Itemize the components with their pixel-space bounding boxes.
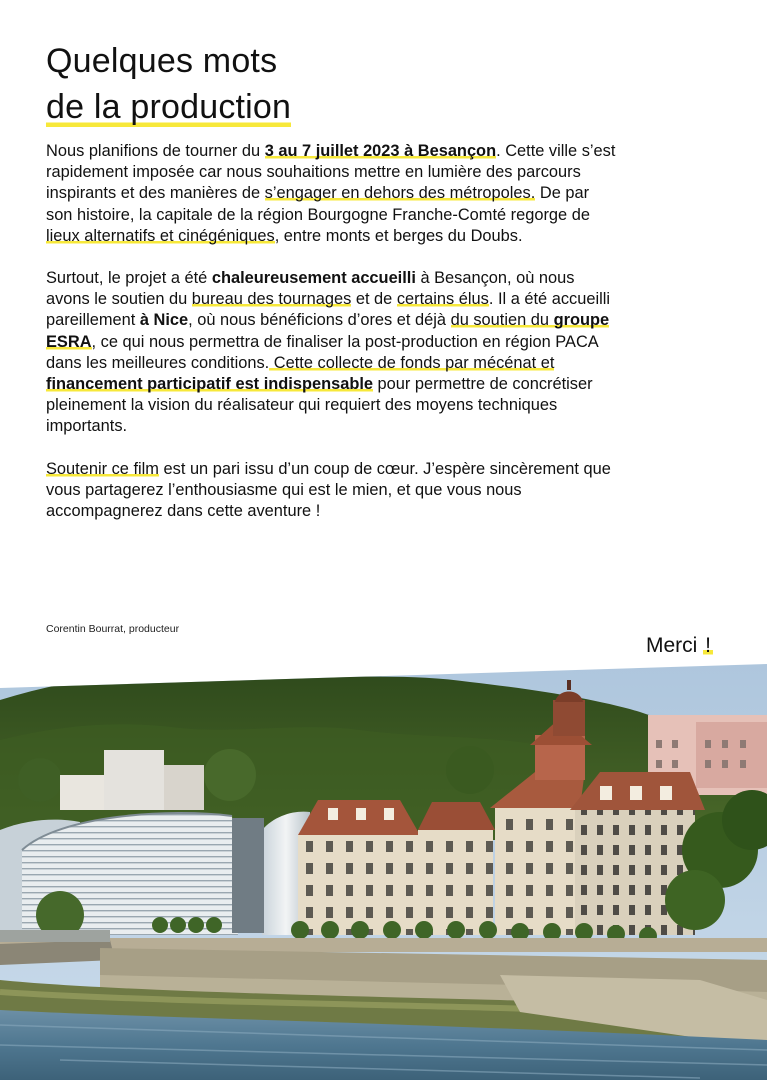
- title-line-2-highlighted: de la production: [46, 84, 291, 130]
- p1-highlight-dates: 3 au 7 juillet 2023 à Besançon: [264, 142, 497, 160]
- p1-text-2: . Cette ville s’est rapidement imposée car nous souhaitions mettre en lumière des parcours inspirants et des manières de: [46, 142, 616, 203]
- p1-text-1: Nous planifions de tourner du: [46, 142, 265, 160]
- page-title: [46, 38, 291, 130]
- merci-word: Merci: [646, 634, 704, 657]
- merci-text: [646, 634, 713, 658]
- p1-text-3: De par son histoire, la capitale de la région Bourgogne Franche-Comté regorge de: [46, 184, 590, 224]
- p2-text-4: . Il a été accueilli pareillement: [46, 290, 611, 330]
- p2-text-7: pour permettre de concrétiser pleinement la vision du réalisateur qui requiert des moyens techniques importants.: [46, 375, 593, 436]
- p2-bold-accueilli: chaleureusement accueilli: [211, 269, 416, 288]
- paragraph-3: [46, 459, 616, 523]
- p1-highlight-lieux: lieux alternatifs et cinégéniques: [46, 226, 275, 245]
- body-text: [46, 141, 616, 543]
- p3-text-1: est un pari issu d’un coup de cœur. J’espère sincèrement que vous partagerez l’enthousiasme qui est le mien, et que vous nous accompagnerez dans cette aventure !: [46, 459, 611, 521]
- p1-highlight-metropoles: s’engager en dehors des métropoles.: [264, 184, 536, 203]
- p2-bold-nice: à Nice: [139, 311, 189, 330]
- p1-text-4: , entre monts et berges du Doubs.: [274, 226, 523, 245]
- p2-text-3: et de: [351, 290, 397, 309]
- paragraph-2: [46, 268, 616, 438]
- p2-text-1: Surtout, le projet a été: [46, 269, 212, 288]
- p2-highlight-esra: groupe ESRA: [46, 311, 610, 351]
- p2-text-5: , où nous bénéficions d’ores et déjà: [188, 311, 451, 330]
- p2-highlight-collecte: Cette collecte de fonds par mécénat et: [269, 353, 555, 372]
- p2-text-2: à Besançon, où nous avons le soutien du: [46, 269, 575, 309]
- p2-highlight-bureau: bureau des tournages: [191, 290, 352, 309]
- paragraph-1: [46, 141, 616, 247]
- p2-text-6: , ce qui nous permettra de finaliser la post-production en région PACA dans les meilleures conditions.: [46, 332, 598, 372]
- p3-highlight-soutenir: Soutenir ce film: [46, 459, 159, 478]
- p2-highlight-indispensable: est indispensable: [235, 375, 373, 394]
- p2-highlight-soutien: du soutien du: [450, 311, 554, 330]
- p2-highlight-elus: certains élus: [396, 290, 489, 309]
- p2-highlight-financement: financement participatif: [46, 375, 231, 394]
- merci-exclamation-highlighted: !: [705, 634, 712, 657]
- title-line-1: Quelques mots: [46, 42, 278, 80]
- signature: Corentin Bourrat, producteur: [46, 623, 180, 635]
